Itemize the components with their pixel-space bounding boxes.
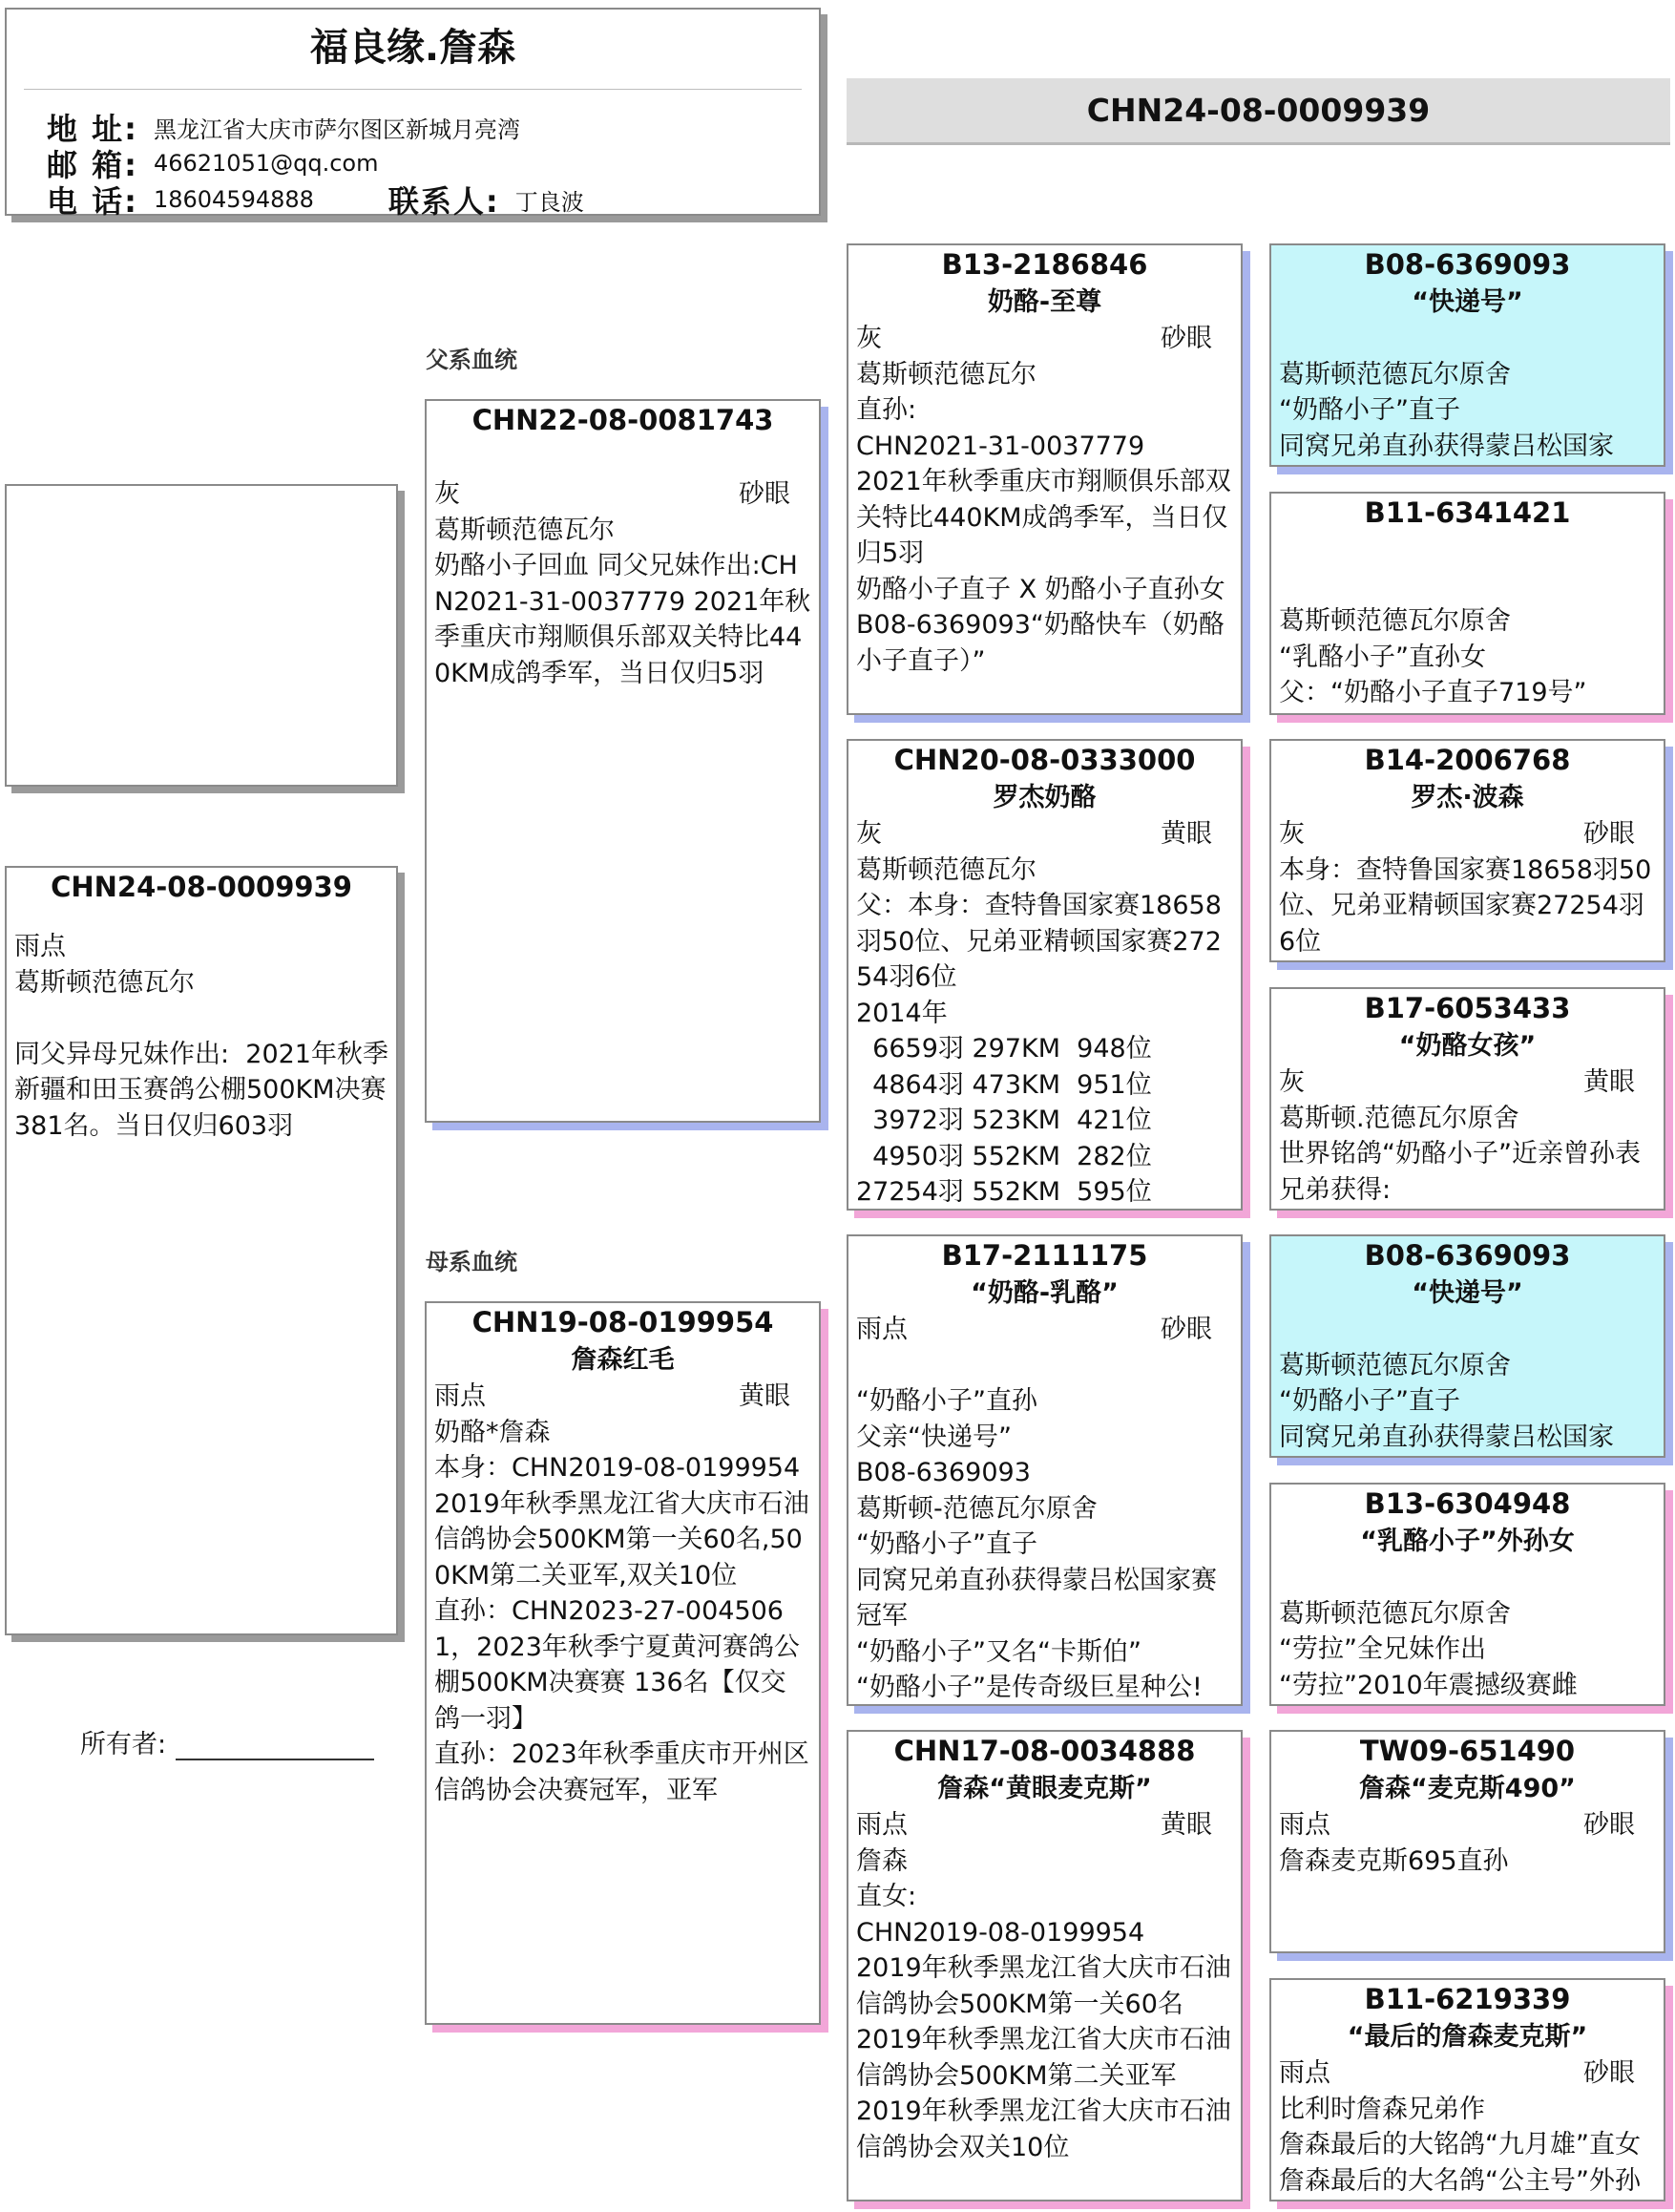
ss-name: 奶酪-至尊 bbox=[987, 287, 1102, 317]
dam-card bbox=[425, 1301, 821, 2025]
spacer bbox=[1279, 1560, 1656, 1596]
spacer bbox=[1279, 532, 1656, 568]
sds-color-eye bbox=[1279, 816, 1656, 853]
sd-line: 4864羽 473KM 951位 bbox=[856, 1069, 1152, 1100]
dam-line-label: 母系血统 bbox=[426, 1249, 517, 1275]
phone-value: 18604594888 bbox=[153, 186, 314, 213]
sire-eye: 砂眼 bbox=[739, 479, 790, 509]
dd-ring: CHN17-08-0034888 bbox=[893, 1735, 1196, 1767]
sd-line: 6659羽 297KM 948位 bbox=[856, 1034, 1152, 1064]
dd-line: 詹森 bbox=[856, 1845, 908, 1876]
spacer bbox=[856, 1348, 1233, 1384]
ds-name: “奶酪-乳酪” bbox=[971, 1278, 1119, 1308]
dam-color: 雨点 bbox=[434, 1381, 486, 1411]
dam-color-eye bbox=[434, 1379, 811, 1415]
sd-ring: CHN20-08-0333000 bbox=[893, 744, 1196, 776]
ddd-color-eye bbox=[1279, 2055, 1656, 2092]
dam-line: 直孙：CHN2023-27-0045061，2023年秋季宁夏黄河赛鸽公棚500KM决赛赛 136名【仅交鸽一羽】 bbox=[434, 1596, 800, 1734]
ddd-line: 比利时詹森兄弟作 bbox=[1279, 2094, 1485, 2124]
sdd-card bbox=[1269, 987, 1665, 1211]
dam-line: 奶酪*詹森 bbox=[434, 1417, 551, 1447]
ddd-color: 雨点 bbox=[1279, 2058, 1330, 2088]
sss-name: “快递号” bbox=[1412, 287, 1523, 317]
sdd-eye: 黄眼 bbox=[1583, 1067, 1635, 1097]
ds-line: 父亲“快递号” bbox=[856, 1422, 1012, 1452]
loft-info-panel bbox=[5, 8, 821, 220]
ss-line: CHN2021-31-0037779 bbox=[856, 431, 1145, 461]
main-ring-number: CHN24-08-0009939 bbox=[1086, 92, 1431, 129]
dam-line: 本身：CHN2019-08-0199954 2019年秋季黑龙江省大庆市石油信鸽协会500KM第一关60名,500KM第二关亚军,双关10位 bbox=[434, 1453, 809, 1591]
dd-line: 2019年秋季黑龙江省大庆市石油信鸽协会双关10位 bbox=[856, 2096, 1231, 2162]
ring-number-banner bbox=[847, 78, 1670, 142]
sds-ring: B14-2006768 bbox=[1364, 744, 1571, 776]
sd-line: 27254羽 552KM 595位 bbox=[856, 1177, 1152, 1207]
subject-line: 同父异母兄妹作出: 2021年秋季新疆和田玉赛鸽公棚500KM决赛381名。当日仅归603羽 bbox=[14, 1039, 388, 1141]
dds-color: 雨点 bbox=[1279, 1810, 1330, 1840]
ds-color-eye bbox=[856, 1312, 1233, 1348]
sds-card bbox=[1269, 739, 1665, 962]
contact-value: 丁良波 bbox=[514, 188, 584, 216]
spacer bbox=[1279, 321, 1656, 357]
dss-name: “快递号” bbox=[1412, 1278, 1523, 1308]
dsd-line: “劳拉”2010年震撼级赛雌 bbox=[1279, 1670, 1578, 1700]
sire-line-label: 父系血统 bbox=[426, 347, 517, 373]
owner-field bbox=[80, 1723, 374, 1760]
sire-color: 灰 bbox=[434, 479, 460, 509]
dds-line: 詹森麦克斯695直孙 bbox=[1279, 1845, 1509, 1876]
ds-line: 同窝兄弟直孙获得蒙吕松国家赛冠军 bbox=[856, 1565, 1217, 1631]
sds-name: 罗杰·波森 bbox=[1411, 783, 1524, 812]
dd-line: 直女: bbox=[856, 1882, 917, 1911]
ds-ring: B17-2111175 bbox=[941, 1239, 1148, 1272]
sire-color-eye bbox=[434, 476, 811, 513]
dam-line: 直孙：2023年秋季重庆市开州区信鸽协会决赛冠军，亚军 bbox=[434, 1739, 809, 1805]
ssd-ring: B11-6341421 bbox=[1364, 496, 1571, 529]
sdd-line: 世界铭鸽“奶酪小子”近亲曾孙表兄弟获得: bbox=[1279, 1139, 1641, 1205]
owner-label: 所有者: bbox=[80, 1730, 167, 1759]
dss-ring: B08-6369093 bbox=[1364, 1239, 1571, 1272]
ssd-line: 葛斯顿范德瓦尔原舍 bbox=[1279, 606, 1511, 636]
dss-line: “奶酪小子”直子 bbox=[1279, 1386, 1460, 1416]
subject-line: 葛斯顿范德瓦尔 bbox=[14, 967, 195, 998]
pigeon-photo-frame bbox=[5, 484, 398, 787]
sdd-line: 葛斯顿.范德瓦尔原舍 bbox=[1279, 1103, 1519, 1133]
divider bbox=[24, 89, 802, 90]
sire-card bbox=[425, 399, 821, 1123]
sd-line: 3972羽 523KM 421位 bbox=[856, 1106, 1152, 1135]
email-value: 46621051@qq.com bbox=[153, 150, 379, 177]
ds-line: 葛斯顿-范德瓦尔原舍 bbox=[856, 1493, 1098, 1524]
sd-eye: 黄眼 bbox=[1161, 819, 1212, 849]
ssd-card bbox=[1269, 492, 1665, 715]
phone-label: 电 话: bbox=[47, 183, 138, 220]
sss-line: 葛斯顿范德瓦尔原舍 bbox=[1279, 359, 1511, 390]
spacer bbox=[14, 1001, 388, 1037]
loft-title: 福良缘.詹森 bbox=[309, 26, 516, 70]
sd-color-eye bbox=[856, 816, 1233, 853]
contact-label: 联系人: bbox=[387, 183, 500, 220]
dsd-line: “劳拉”全兄妹作出 bbox=[1279, 1634, 1486, 1664]
dd-line: CHN2019-08-0199954 bbox=[856, 1917, 1145, 1948]
ds-line: “奶酪小子”是传奇级巨星种公! bbox=[856, 1673, 1203, 1702]
dam-ring: CHN19-08-0199954 bbox=[471, 1306, 774, 1338]
sdd-color: 灰 bbox=[1279, 1067, 1305, 1097]
sire-dam-card bbox=[847, 739, 1243, 1211]
ddd-card bbox=[1269, 1978, 1665, 2201]
spacer bbox=[1279, 1312, 1656, 1348]
ss-line: 葛斯顿范德瓦尔 bbox=[856, 359, 1036, 390]
dam-sire-card bbox=[847, 1234, 1243, 1706]
sss-line: “奶酪小子”直子 bbox=[1279, 395, 1460, 425]
ddd-line: 詹森最后的大名鸽“公主号”外孙 bbox=[1279, 2165, 1641, 2196]
email-label: 邮 箱: bbox=[47, 147, 138, 183]
ddd-line: 詹森最后的大铭鸽“九月雄”直女 bbox=[1279, 2130, 1641, 2159]
sss-card bbox=[1269, 243, 1665, 467]
dsd-ring: B13-6304948 bbox=[1364, 1487, 1571, 1520]
dds-eye: 砂眼 bbox=[1583, 1810, 1635, 1840]
dss-line: 同窝兄弟直孙获得蒙吕松国家 bbox=[1279, 1422, 1614, 1452]
dds-ring: TW09-651490 bbox=[1359, 1735, 1576, 1767]
ds-eye: 砂眼 bbox=[1161, 1315, 1212, 1344]
sss-ring: B08-6369093 bbox=[1364, 248, 1571, 281]
subject-notes bbox=[7, 929, 396, 1144]
subject-card bbox=[5, 866, 398, 1635]
dd-name: 詹森“黄眼麦克斯” bbox=[937, 1774, 1152, 1803]
dd-color: 雨点 bbox=[856, 1810, 908, 1840]
dss-line: 葛斯顿范德瓦尔原舍 bbox=[1279, 1350, 1511, 1380]
ds-color: 雨点 bbox=[856, 1315, 908, 1344]
ds-line: “奶酪小子”直孙 bbox=[856, 1386, 1037, 1416]
ddd-ring: B11-6219339 bbox=[1364, 1983, 1571, 2015]
dam-eye: 黄眼 bbox=[739, 1381, 790, 1411]
ddd-name: “最后的詹森麦克斯” bbox=[1347, 2022, 1588, 2052]
ss-color-eye bbox=[856, 321, 1233, 357]
sdd-ring: B17-6053433 bbox=[1364, 992, 1571, 1024]
ss-color: 灰 bbox=[856, 324, 882, 353]
spacer bbox=[1279, 568, 1656, 604]
ss-line: B08-6369093“奶酪快车（奶酪小子直子）” bbox=[856, 610, 1225, 676]
ss-line: 直孙: bbox=[856, 395, 917, 425]
dds-name: 詹森“麦克斯490” bbox=[1359, 1774, 1576, 1803]
dds-card bbox=[1269, 1730, 1665, 1953]
address-label: 地 址: bbox=[47, 111, 138, 147]
dds-color-eye bbox=[1279, 1807, 1656, 1843]
dd-color-eye bbox=[856, 1807, 1233, 1843]
ssd-line: 父：“奶酪小子直子719号” bbox=[1279, 678, 1587, 707]
dam-dam-card bbox=[847, 1730, 1243, 2201]
dsd-card bbox=[1269, 1483, 1665, 1706]
sire-line: 葛斯顿范德瓦尔 bbox=[434, 515, 615, 545]
dd-line: 2019年秋季黑龙江省大庆市石油信鸽协会500KM第二关亚军 bbox=[856, 2025, 1231, 2091]
dam-name: 詹森红毛 bbox=[571, 1345, 675, 1375]
ssd-line: “乳酪小子”直孙女 bbox=[1279, 642, 1486, 672]
ss-eye: 砂眼 bbox=[1161, 324, 1212, 353]
dss-card bbox=[1269, 1234, 1665, 1458]
ss-line: 奶酪小子直子 X 奶酪小子直孙女 bbox=[856, 574, 1225, 604]
sds-eye: 砂眼 bbox=[1583, 819, 1635, 849]
sds-color: 灰 bbox=[1279, 819, 1305, 849]
sire-line: 奶酪小子回血 同父兄妹作出:CHN2021-31-0037779 2021年秋季重庆市翔顺俱乐部双关特比440KM成鸽季军，当日仅归5羽 bbox=[434, 551, 811, 688]
dsd-line: 葛斯顿范德瓦尔原舍 bbox=[1279, 1598, 1511, 1629]
sire-sire-card bbox=[847, 243, 1243, 715]
sd-color: 灰 bbox=[856, 819, 882, 849]
sd-line: 葛斯顿范德瓦尔 bbox=[856, 854, 1036, 885]
sss-line: 同窝兄弟直孙获得蒙吕松国家 bbox=[1279, 431, 1614, 461]
sd-line: 4950羽 552KM 282位 bbox=[856, 1141, 1152, 1171]
subject-line: 雨点 bbox=[14, 932, 66, 961]
sdd-color-eye bbox=[1279, 1064, 1656, 1101]
dd-eye: 黄眼 bbox=[1161, 1810, 1212, 1840]
subject-ring: CHN24-08-0009939 bbox=[51, 871, 352, 903]
sire-ring: CHN22-08-0081743 bbox=[471, 404, 774, 436]
ddd-eye: 砂眼 bbox=[1583, 2058, 1635, 2088]
owner-signature-line[interactable] bbox=[176, 1730, 374, 1760]
ss-ring: B13-2186846 bbox=[941, 248, 1148, 281]
sd-name: 罗杰奶酪 bbox=[993, 783, 1097, 812]
ss-line: 2021年秋季重庆市翔顺俱乐部双关特比440KM成鸽季军，当日仅归5羽 bbox=[856, 467, 1231, 568]
dsd-name: “乳酪小子”外孙女 bbox=[1360, 1527, 1575, 1556]
dd-line: 2019年秋季黑龙江省大庆市石油信鸽协会500KM第一关60名 bbox=[856, 1953, 1231, 2019]
sd-line: 父：本身：查特鲁国家赛18658羽50位、兄弟亚精顿国家赛27254羽6位 bbox=[856, 891, 1222, 992]
ds-line: B08-6369093 bbox=[856, 1458, 1031, 1487]
ds-line: “奶酪小子”直子 bbox=[856, 1529, 1037, 1559]
ds-line: “奶酪小子”又名“卡斯伯” bbox=[856, 1636, 1141, 1667]
phone-row bbox=[47, 178, 584, 221]
sds-line: 本身：查特鲁国家赛18658羽50位、兄弟亚精顿国家赛27254羽6位 bbox=[1279, 854, 1652, 957]
sdd-name: “奶酪女孩” bbox=[1398, 1031, 1537, 1061]
sd-line: 2014年 bbox=[856, 998, 948, 1028]
address-value: 黑龙江省大庆市萨尔图区新城月亮湾 bbox=[153, 116, 520, 143]
